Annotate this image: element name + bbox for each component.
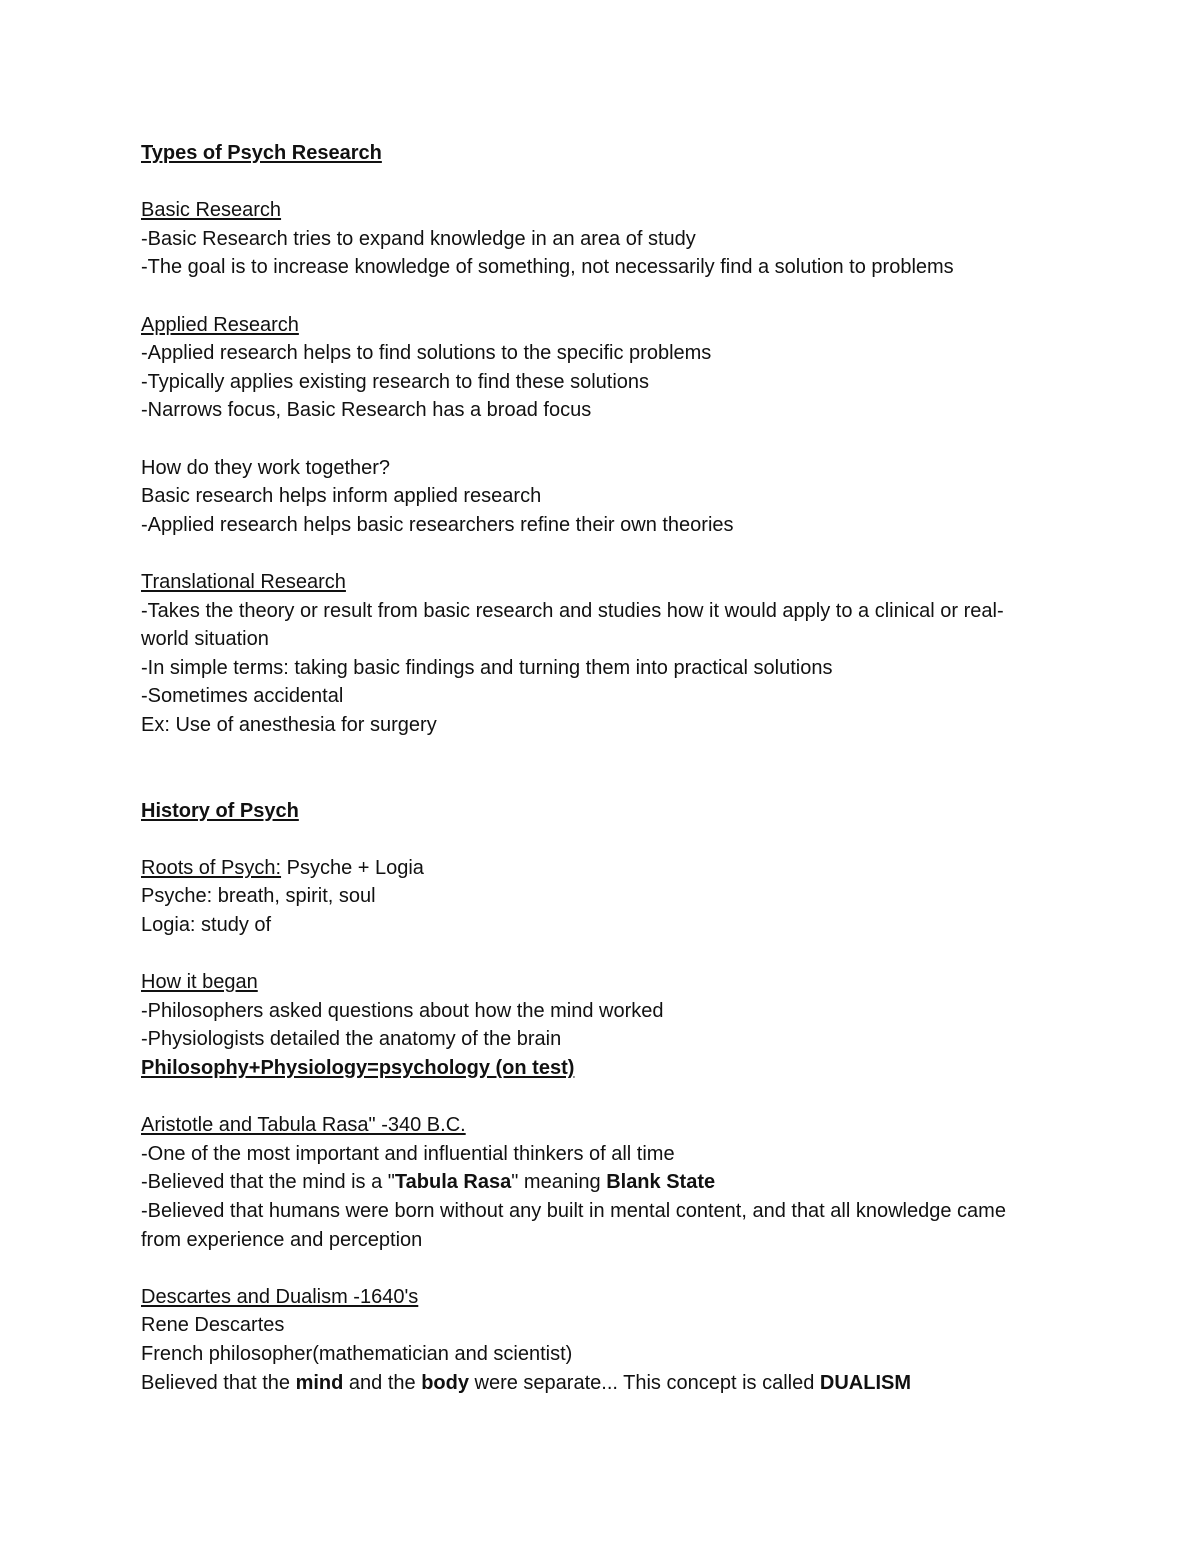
began-formula-text: Philosophy+Physiology=psychology (on test) [141, 1057, 575, 1079]
began-line-1: -Philosophers asked questions about how the mind worked [141, 999, 664, 1022]
aristotle-title-text: Aristotle and Tabula Rasa" -340 B.C. [141, 1114, 466, 1137]
descartes-line-3-e: were separate... This concept is called [468, 1371, 820, 1394]
applied-line-1: -Applied research helps to find solutions to the specific problems [141, 342, 712, 365]
descartes-line-3 [141, 1369, 1041, 1398]
heading-history-text: History of Psych [141, 799, 299, 822]
basic-research-title-text: Basic Research [141, 199, 282, 222]
descartes-line-3-c: and the [343, 1371, 422, 1394]
aristotle-title [141, 1111, 1041, 1140]
heading-types-text: Types of Psych Research [141, 142, 382, 164]
descartes-mind: mind [295, 1371, 344, 1394]
basic-research-title [141, 196, 1041, 225]
translational-line-4: Ex: Use of anesthesia for surgery [141, 713, 437, 736]
applied-research-title-text: Applied Research [141, 313, 299, 336]
descartes-title [141, 1283, 1041, 1312]
document-page [141, 139, 1041, 1397]
together-line-2: -Applied research helps basic researchers refine their own theories [141, 513, 734, 536]
began-formula [141, 1054, 1041, 1083]
descartes-line-3-a: Believed that the [141, 1371, 296, 1394]
aristotle-line-2 [141, 1168, 1041, 1197]
began-title [141, 968, 1041, 997]
aristotle-blank-state: Blank State [606, 1171, 716, 1194]
aristotle-line-1: -One of the most important and influential thinkers of all time [141, 1142, 675, 1165]
together-line-1: Basic research helps inform applied research [141, 485, 542, 508]
translational-research-title-text: Translational Research [141, 570, 346, 593]
basic-line-1: -Basic Research tries to expand knowledge in an area of study [141, 227, 696, 250]
descartes-dualism: DUALISM [819, 1371, 911, 1394]
roots-line-1: Psyche: breath, spirit, soul [141, 885, 376, 908]
descartes-line-2: French philosopher(mathematician and scientist) [141, 1342, 573, 1365]
aristotle-line-2-c: " meaning [511, 1171, 607, 1194]
roots-line-2: Logia: study of [141, 914, 272, 937]
began-title-text: How it began [141, 971, 258, 994]
heading-types [141, 139, 1041, 168]
roots-line [141, 854, 1041, 883]
began-line-2: -Physiologists detailed the anatomy of the brain [141, 1028, 562, 1051]
together-question: How do they work together? [141, 456, 391, 479]
aristotle-tabula-rasa: Tabula Rasa [394, 1171, 512, 1194]
translational-research-title [141, 568, 1041, 597]
descartes-title-text: Descartes and Dualism -1640's [141, 1285, 419, 1308]
aristotle-line-3: -Believed that humans were born without any built in mental content, and that all knowledge came from experience and perception [141, 1199, 1006, 1251]
applied-research-title [141, 311, 1041, 340]
heading-history [141, 797, 1041, 826]
basic-line-2: -The goal is to increase knowledge of something, not necessarily find a solution to problems [141, 256, 954, 279]
applied-line-2: -Typically applies existing research to find these solutions [141, 370, 650, 393]
roots-title: Roots of Psych: [141, 856, 282, 879]
aristotle-line-2-a: -Believed that the mind is a " [141, 1171, 395, 1194]
descartes-line-1: Rene Descartes [141, 1314, 285, 1337]
translational-line-1: -Takes the theory or result from basic research and studies how it would apply to a clinical or real-world situation [141, 599, 1004, 651]
translational-line-2: -In simple terms: taking basic findings and turning them into practical solutions [141, 656, 833, 679]
applied-line-3: -Narrows focus, Basic Research has a broad focus [141, 399, 592, 422]
roots-title-rest: Psyche + Logia [281, 856, 424, 879]
descartes-body: body [421, 1371, 469, 1394]
translational-line-3: -Sometimes accidental [141, 685, 344, 708]
